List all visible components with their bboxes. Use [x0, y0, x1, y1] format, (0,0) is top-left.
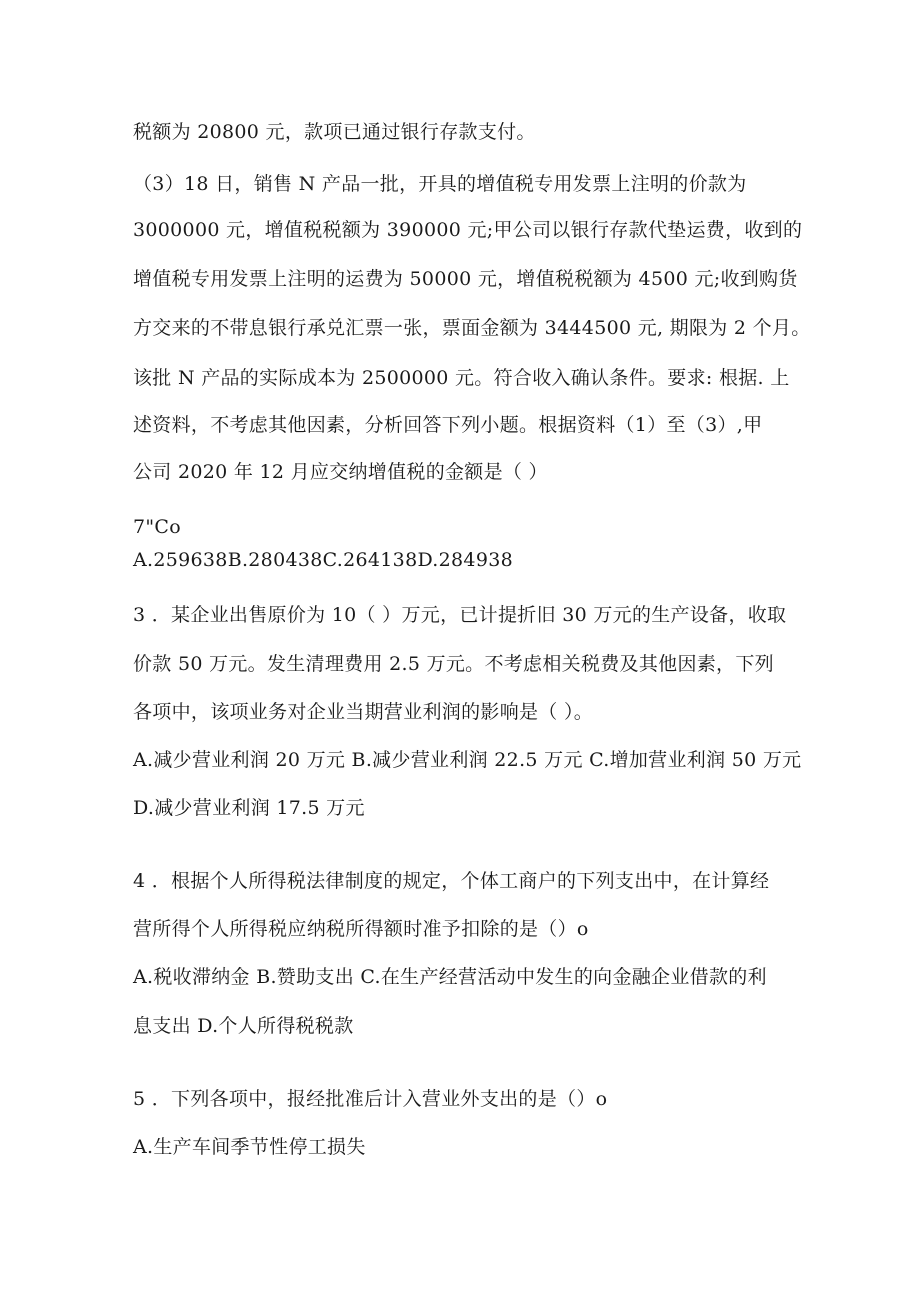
text-line: 公司 2020 年 12 月应交纳增值税的金额是（ ）	[133, 461, 548, 483]
question-4-text: 4 ．根据个人所得税法律制度的规定，个体工商户的下列支出中，在计算经	[133, 870, 770, 892]
text-line: 税额为 20800 元，款项已通过银行存款支付。	[133, 121, 536, 143]
answer-options: D.减少营业利润 17.5 万元	[133, 797, 365, 819]
question-5-text: 5 ．下列各项中，报经批准后计入营业外支出的是（）o	[133, 1088, 608, 1110]
question-3-text: 3 ．某企业出售原价为 10（ ）万元，已计提折旧 30 万元的生产设备，收取	[133, 604, 787, 626]
text-line: 该批 N 产品的实际成本为 2500000 元。符合收入确认条件。要求: 根据. 上	[133, 367, 790, 389]
answer-options: A.生产车间季节性停工损失	[133, 1136, 366, 1158]
answer-options: A.259638B.280438C.264138D.284938	[133, 549, 513, 571]
text-line: 各项中，该项业务对企业当期营业利润的影响是（ ）。	[133, 701, 594, 723]
text-line: 3000000 元，增值税税额为 390000 元;甲公司以银行存款代垫运费，收到的	[133, 219, 803, 241]
text-line: 增值税专用发票上注明的运费为 50000 元，增值税税额为 4500 元;收到购货	[133, 268, 798, 290]
text-line: 7"Co	[133, 516, 182, 538]
text-line: （3）18 日，销售 N 产品一批，开具的增值税专用发票上注明的价款为	[133, 173, 747, 195]
answer-options: A.税收滞纳金 B.赞助支出 C.在生产经营活动中发生的向金融企业借款的利	[133, 966, 767, 988]
text-line: 营所得个人所得税应纳税所得额时准予扣除的是（）o	[133, 918, 589, 940]
answer-options: 息支出 D.个人所得税税款	[133, 1015, 354, 1037]
text-line: 价款 50 万元。发生清理费用 2.5 万元。不考虑相关税费及其他因素，下列	[133, 653, 774, 675]
text-line: 方交来的不带息银行承兑汇票一张，票面金额为 3444500 元, 期限为 2 个月。	[133, 317, 811, 339]
answer-options: A.减少营业利润 20 万元 B.减少营业利润 22.5 万元 C.增加营业利润 50 万元	[133, 749, 802, 771]
text-line: 述资料，不考虑其他因素，分析回答下列小题。根据资料（1）至（3）,甲	[133, 414, 763, 436]
